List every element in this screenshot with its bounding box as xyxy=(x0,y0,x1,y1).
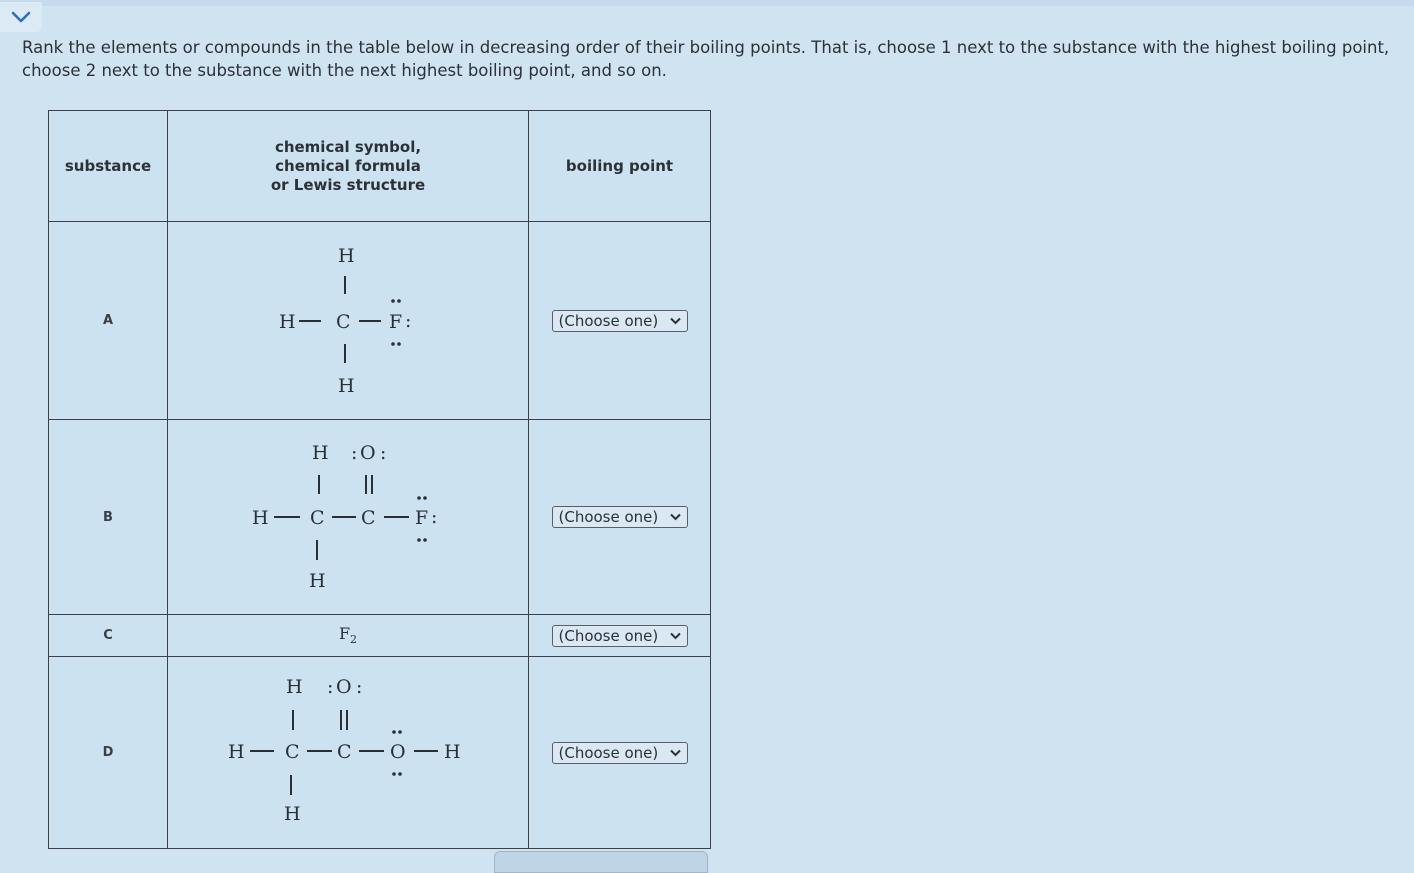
atom: H xyxy=(279,311,296,333)
table-row-a xyxy=(49,222,711,420)
formula-c-subscript: 2 xyxy=(350,633,358,647)
rank-select-a[interactable] xyxy=(552,310,688,332)
atom: O xyxy=(336,676,352,698)
atom: : xyxy=(351,442,358,464)
header-structure-line1: chemical symbol, xyxy=(274,137,422,156)
header-structure-line3: or Lewis structure xyxy=(270,175,426,194)
boiling-cell-a xyxy=(529,222,711,420)
rank-select-d[interactable] xyxy=(552,742,688,764)
substance-label-d: D xyxy=(49,657,168,849)
rank-select-b[interactable] xyxy=(552,506,688,528)
rank-select-c[interactable] xyxy=(552,625,688,647)
lewis-structure-a xyxy=(168,222,529,420)
boiling-cell-b xyxy=(529,420,711,615)
table-row-b xyxy=(49,420,711,615)
table-row-d xyxy=(49,657,711,849)
table-row-c xyxy=(49,615,711,657)
substance-label-b: B xyxy=(49,420,168,615)
atom: : xyxy=(431,506,438,528)
rank-select-c-value: (Choose one) xyxy=(558,626,659,645)
atom: H xyxy=(309,570,326,592)
boiling-cell-c xyxy=(529,615,711,657)
atom: H xyxy=(444,741,461,763)
chevron-down-icon xyxy=(670,632,681,640)
substance-label-a: A xyxy=(49,222,168,420)
atom: : xyxy=(405,310,412,332)
instructions-text: Rank the elements or compounds in the table below in decreasing order of their boiling points. That is, choose 1 next to the substance with the highest boiling point, choose 2 next to the substance with the next highest boiling point, and so on. xyxy=(22,38,1390,80)
atom: : xyxy=(356,676,363,698)
atom: H xyxy=(252,507,269,529)
formula-c-symbol: F xyxy=(338,624,351,644)
top-bar xyxy=(0,0,1414,6)
header-structure xyxy=(168,111,529,222)
atom: : xyxy=(380,442,387,464)
header-substance: substance xyxy=(49,111,168,222)
ranking-table xyxy=(48,110,711,849)
atom: H xyxy=(338,245,355,267)
atom: O xyxy=(390,741,406,763)
boiling-cell-d xyxy=(529,657,711,849)
rank-select-b-value: (Choose one) xyxy=(558,508,659,526)
atom: H xyxy=(228,741,245,763)
chevron-down-icon xyxy=(11,10,31,24)
atom: F xyxy=(415,507,429,529)
rank-select-a-value: (Choose one) xyxy=(558,311,659,330)
bottom-toolbar-tab[interactable] xyxy=(494,851,708,873)
table-header-row xyxy=(49,111,711,222)
lewis-structure-d xyxy=(168,657,529,849)
atom: H xyxy=(284,803,301,825)
substance-label-c: C xyxy=(49,615,168,657)
collapse-button[interactable] xyxy=(0,2,42,32)
header-boiling-point: boiling point xyxy=(529,111,711,222)
atom: C xyxy=(336,311,351,333)
atom: H xyxy=(312,442,329,464)
atom: H xyxy=(286,676,303,698)
atom: O xyxy=(360,442,376,464)
atom: F xyxy=(389,311,403,333)
atom: C xyxy=(310,507,325,529)
chevron-down-icon xyxy=(670,317,681,325)
atom: H xyxy=(338,375,355,397)
lewis-structure-b xyxy=(168,420,529,615)
atom: C xyxy=(285,741,300,763)
atom: : xyxy=(327,676,334,698)
formula-c xyxy=(168,615,529,657)
atom: C xyxy=(337,741,352,763)
chevron-down-icon xyxy=(670,513,681,521)
header-structure-line2: chemical formula xyxy=(275,156,421,175)
chevron-down-icon xyxy=(670,749,681,757)
rank-select-d-value: (Choose one) xyxy=(558,743,659,762)
atom: C xyxy=(361,507,376,529)
